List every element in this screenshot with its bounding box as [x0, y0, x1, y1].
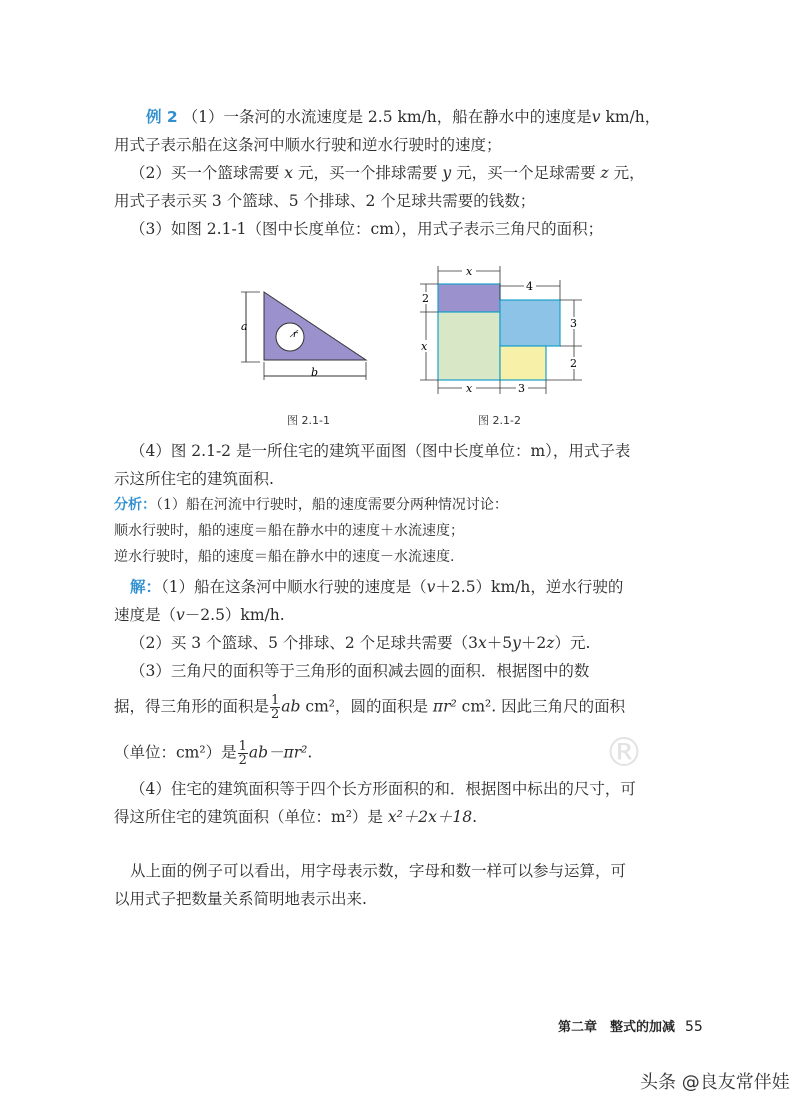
fraction-half: $\frac{1}{2}$ [271, 693, 280, 722]
label-a: a [241, 320, 248, 333]
example-q1-line1: 例 2 （1）一条河的水流速度是 2.5 km/h，船在静水中的速度是v km/h， [146, 108, 661, 126]
label-r: r [293, 330, 298, 340]
caption-fig2: 图 2.1-2 [478, 414, 521, 427]
room-green [438, 312, 500, 380]
example-q3: （3）如图 2.1-1（图中长度单位：cm），用式子表示三角尺的面积； [130, 220, 604, 238]
dim-bottom-x: x [466, 382, 473, 395]
room-yellow [500, 346, 546, 380]
example-q2-line2: 用式子表示买 3 个篮球、5 个排球、2 个足球共需要的钱数； [114, 192, 536, 210]
dim-right-2: 2 [570, 357, 577, 370]
source-watermark: 头条 @良友常伴娃 [640, 1072, 790, 1093]
page-number: 55 [685, 1019, 703, 1035]
solution-s3-line1: （3）三角尺的面积等于三角形的面积减去圆的面积．根据图中的数 [130, 662, 590, 680]
dim-bottom-3: 3 [518, 382, 525, 395]
conclusion-line1: 从上面的例子可以看出，用字母表示数，字母和数一样可以参与运算，可 [130, 862, 627, 880]
dim-top-x: x [466, 265, 473, 278]
analysis-line3: 逆水行驶时，船的速度＝船在静水中的速度－水流速度. [114, 549, 455, 565]
example-q4-line1: （4）图 2.1-2 是一所住宅的建筑平面图（图中长度单位：m），用式子表 [130, 442, 631, 460]
solution-label: 解： [130, 578, 162, 596]
example-q4-line2: 示这所住宅的建筑面积. [114, 470, 274, 488]
solution-s4-line1: （4）住宅的建筑面积等于四个长方形面积的和．根据图中标出的尺寸，可 [130, 780, 636, 798]
room-blue [500, 300, 560, 346]
dim-top-4: 4 [526, 280, 533, 293]
conclusion-line2: 以用式子把数量关系简明地表示出来. [114, 890, 367, 908]
room-purple [438, 284, 500, 312]
registered-mark: ® [604, 730, 644, 776]
solution-s3-line2: 据，得三角形的面积是 $\frac{1}{2}$ ab cm²，圆的面积是 πr² cm². 因此三角尺的面积 [114, 693, 626, 722]
label-b: b [311, 366, 319, 379]
dim-right-3: 3 [570, 317, 577, 330]
caption-fig1: 图 2.1-1 [287, 414, 330, 427]
solution-s3-line3: （单位：cm²）是 $\frac{1}{2}$ ab－πr². [114, 739, 313, 768]
solution-s1-line2: 速度是（v－2.5）km/h. [114, 606, 285, 624]
figure-triangle-ruler [238, 280, 378, 392]
figure-floor-plan [418, 262, 588, 398]
solution-s4-line2: 得这所住宅的建筑面积（单位：m²）是 x²＋2x＋18. [114, 808, 478, 826]
dim-left-x: x [421, 340, 428, 353]
analysis-label: 分析： [114, 497, 156, 513]
dim-left-2: 2 [422, 292, 429, 305]
fraction-half-2: $\frac{1}{2}$ [238, 739, 247, 768]
page-footer [558, 1016, 703, 1035]
chapter-title: 第二章 整式的加减 [558, 1020, 676, 1035]
example-label: 例 2 [146, 108, 178, 126]
analysis-line1: 分析：（1）船在河流中行驶时，船的速度需要分两种情况讨论： [114, 497, 508, 513]
example-q2-line1: （2）买一个篮球需要 x 元，买一个排球需要 y 元，买一个足球需要 z 元， [130, 164, 645, 182]
analysis-line2: 顺水行驶时，船的速度＝船在静水中的速度＋水流速度； [114, 523, 464, 539]
solution-s1-line1: 解：（1）船在这条河中顺水行驶的速度是（v＋2.5）km/h，逆水行驶的 [130, 578, 624, 596]
triangle-shape [264, 292, 366, 360]
example-q1-line2: 用式子表示船在这条河中顺水行驶和逆水行驶时的速度； [114, 136, 502, 154]
solution-s2: （2）买 3 个篮球、5 个排球、2 个足球共需要（3x＋5y＋2z）元. [130, 634, 591, 652]
